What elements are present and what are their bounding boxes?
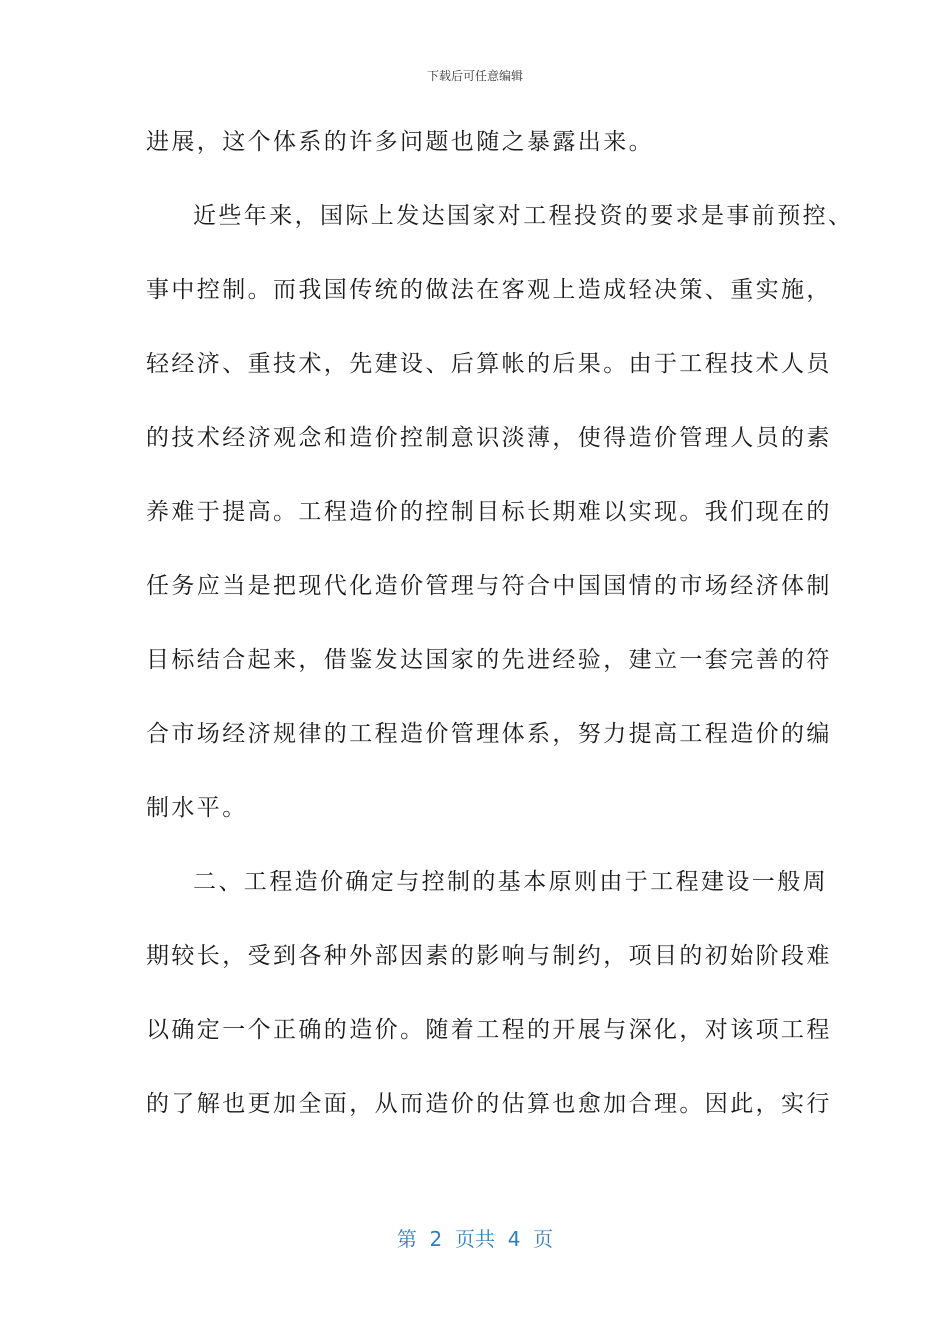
paragraph-line: 合市场经济规律的工程造价管理体系，努力提高工程造价的编 [146,721,832,747]
paragraph-line: 期较长，受到各种外部因素的影响与制约，项目的初始阶段难 [146,943,832,969]
paragraph-line: 的技术经济观念和造价控制意识淡薄，使得造价管理人员的素 [146,425,832,451]
paragraph-line: 的了解也更加全面，从而造价的估算也愈加合理。因此，实行 [146,1091,832,1117]
paragraph-line: 养难于提高。工程造价的控制目标长期难以实现。我们现在的 [146,499,832,525]
paragraph-line: 事中控制。而我国传统的做法在客观上造成轻决策、重实施， [146,277,832,303]
paragraph-line: 轻经济、重技术，先建设、后算帐的后果。由于工程技术人员 [146,351,832,377]
paragraph-line: 以确定一个正确的造价。随着工程的开展与深化，对该项工程 [146,1017,832,1043]
header-note: 下载后可任意编辑 [426,69,523,83]
page-number: 第 2 页共 4 页 [396,1227,554,1251]
body-text [146,124,854,1160]
paragraph-line: 进展，这个体系的许多问题也随之暴露出来。 [146,129,654,155]
paragraph-line: 近些年来，国际上发达国家对工程投资的要求是事前预控、 [193,203,854,229]
paragraph-line: 制水平。 [146,795,248,821]
paragraph-line: 任务应当是把现代化造价管理与符合中国国情的市场经济体制 [146,573,832,599]
paragraph-line: 目标结合起来，借鉴发达国家的先进经验，建立一套完善的符 [146,647,832,673]
paragraph-line: 二、工程造价确定与控制的基本原则由于工程建设一般周 [193,869,828,895]
